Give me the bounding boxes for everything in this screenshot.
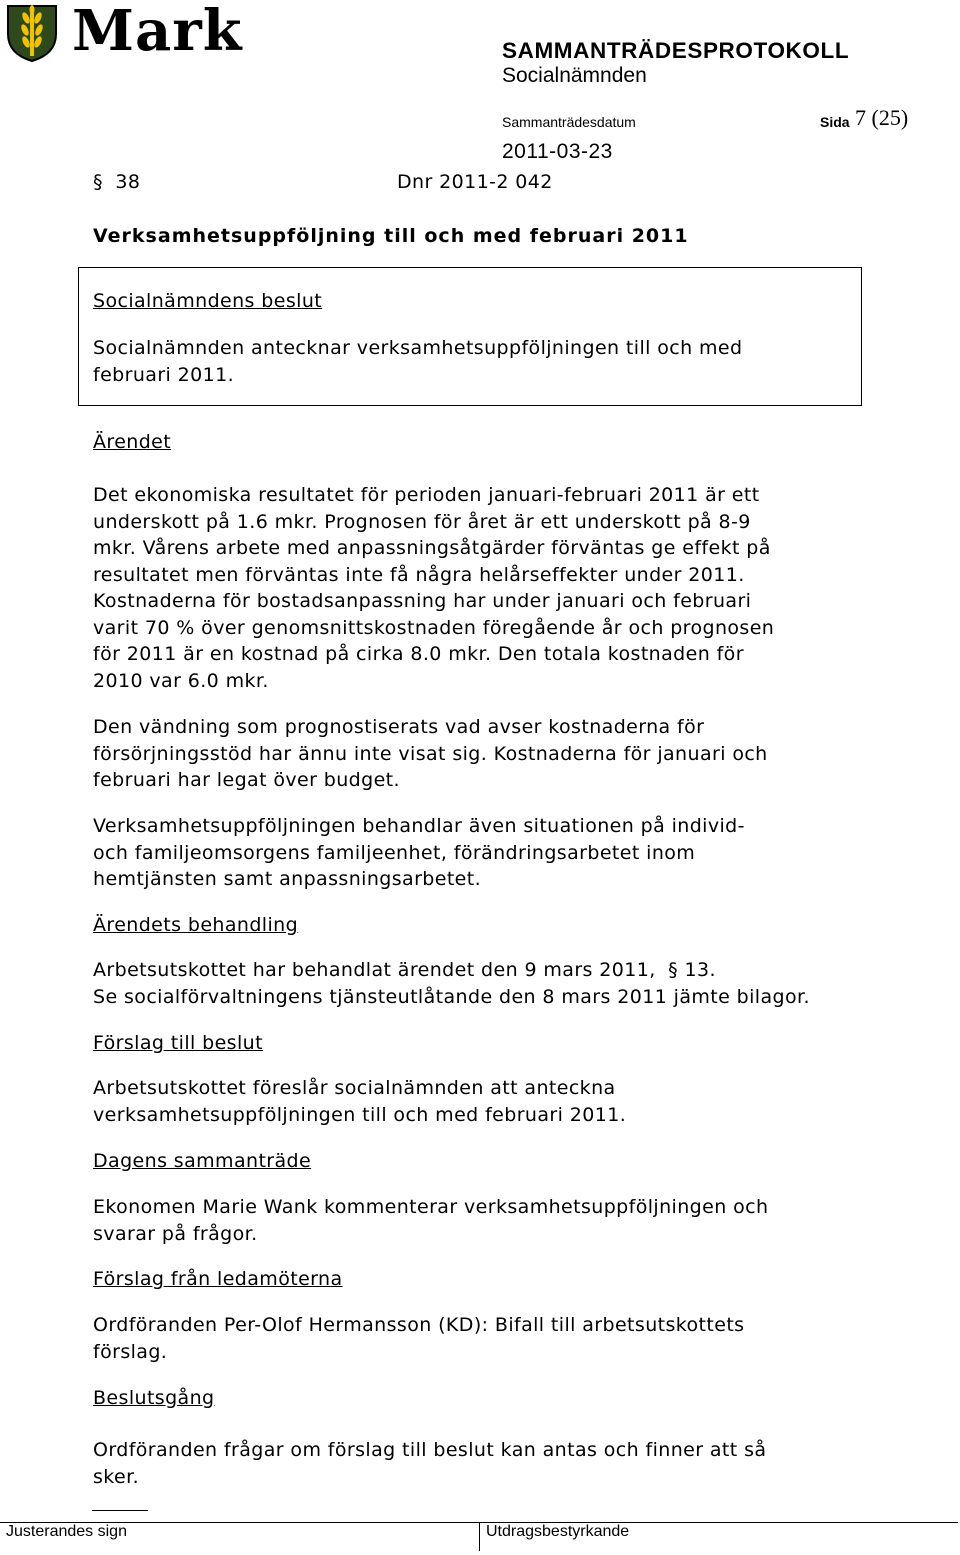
handling-heading: Ärendets behandling — [93, 914, 299, 936]
logo-wordmark: Mark — [72, 0, 243, 64]
arendet-heading: Ärendet — [93, 431, 172, 453]
members-text — [93, 1312, 744, 1365]
text-line: Det ekonomiska resultatet för perioden januari-februari 2011 är ett — [93, 484, 760, 506]
text-line: Ordföranden Per-Olof Hermansson (KD): Bifall till arbetsutskottets — [93, 1314, 745, 1336]
text-line: mkr. Vårens arbete med anpassningsåtgärder förväntas ge effekt på — [93, 537, 771, 559]
proposal-heading: Förslag till beslut — [93, 1032, 263, 1054]
page-label: Sida — [820, 114, 850, 130]
coat-of-arms-icon — [4, 4, 60, 62]
meeting-date-label: Sammanträdesdatum — [502, 114, 636, 130]
text-line: underskott på 1.6 mkr. Prognosen för året är ett underskott på 8-9 — [93, 510, 751, 533]
footer-certification-label: Utdragsbestyrkande — [486, 1523, 630, 1540]
procedure-text — [93, 1437, 766, 1490]
text-line: februari 2011. — [93, 363, 235, 386]
procedure-heading: Beslutsgång — [93, 1387, 215, 1409]
paragraph-symbol: § — [668, 959, 679, 981]
text-line: för 2011 är en kostnad på cirka 8.0 mkr. Den totala kostnaden för — [93, 643, 744, 665]
decision-text — [93, 335, 742, 388]
meeting-text — [93, 1194, 768, 1247]
handling-line-text: Arbetsutskottet har behandlat ärendet den 9 mars 2011, — [93, 959, 656, 981]
paragraph-number: 38 — [115, 171, 141, 193]
arendet-paragraph-2 — [93, 714, 768, 794]
text-line: försörjningsstöd har ännu inte visat sig. Kostnaderna för januari och — [93, 742, 768, 765]
text-line: Ekonomen Marie Wank kommenterar verksamhetsuppföljningen och — [93, 1196, 769, 1218]
case-paragraph — [93, 169, 140, 196]
text-line: Se socialförvaltningens tjänsteutlåtande den 8 mars 2011 jämte bilagor. — [93, 985, 810, 1008]
text-line: Ordföranden frågar om förslag till beslut kan antas och finner att så — [93, 1439, 767, 1461]
meeting-date: 2011-03-23 — [502, 140, 613, 163]
text-line: svarar på frågor. — [93, 1222, 258, 1245]
municipality-logo — [4, 0, 243, 64]
paragraph-symbol: § — [93, 171, 103, 193]
text-line: Den vändning som prognostiserats vad avser kostnaderna för — [93, 716, 705, 738]
paragraph-number: 13. — [684, 959, 716, 981]
text-line: varit 70 % över genomsnittskostnaden föregående år och prognosen — [93, 616, 775, 639]
text-line: hemtjänsten samt anpassningsarbetet. — [93, 868, 482, 890]
text-line: Verksamhetsuppföljningen behandlar även situationen på individ- — [93, 815, 745, 837]
diary-number: Dnr 2011-2 042 — [397, 171, 553, 193]
proposal-text — [93, 1075, 626, 1128]
text-line — [93, 957, 810, 984]
page-number: 7 (25) — [855, 105, 909, 130]
text-line: och familjeomsorgens familjeenhet, förändringsarbetet inom — [93, 841, 696, 864]
case-title: Verksamhetsuppföljning till och med februari 2011 — [93, 225, 689, 247]
arendet-paragraph-1 — [93, 482, 774, 694]
text-line: februari har legat över budget. — [93, 769, 400, 791]
members-heading: Förslag från ledamöterna — [93, 1268, 343, 1290]
handling-text — [93, 957, 810, 1010]
text-line: förslag. — [93, 1340, 168, 1363]
text-line: sker. — [93, 1465, 140, 1488]
text-line: resultatet men förväntas inte få några helårseffekter under 2011. — [93, 563, 745, 586]
meeting-heading: Dagens sammanträde — [93, 1150, 312, 1172]
footer-column-divider — [479, 1523, 480, 1551]
text-line: Kostnaderna för bostadsanpassning har under januari och februari — [93, 590, 752, 612]
committee-name: Socialnämnden — [502, 64, 647, 87]
text-line: verksamhetsuppföljningen till och med februari 2011. — [93, 1103, 627, 1126]
footer-signature-label: Justerandes sign — [6, 1523, 127, 1540]
footer-short-divider — [92, 1510, 148, 1511]
protocol-title: SAMMANTRÄDESPROTOKOLL — [502, 38, 850, 63]
decision-heading: Socialnämndens beslut — [93, 290, 323, 312]
text-line: Socialnämnden antecknar verksamhetsuppföljningen till och med — [93, 337, 743, 359]
arendet-paragraph-3 — [93, 813, 745, 893]
text-line: 2010 var 6.0 mkr. — [93, 669, 269, 692]
text-line: Arbetsutskottet föreslår socialnämnden att anteckna — [93, 1077, 616, 1099]
